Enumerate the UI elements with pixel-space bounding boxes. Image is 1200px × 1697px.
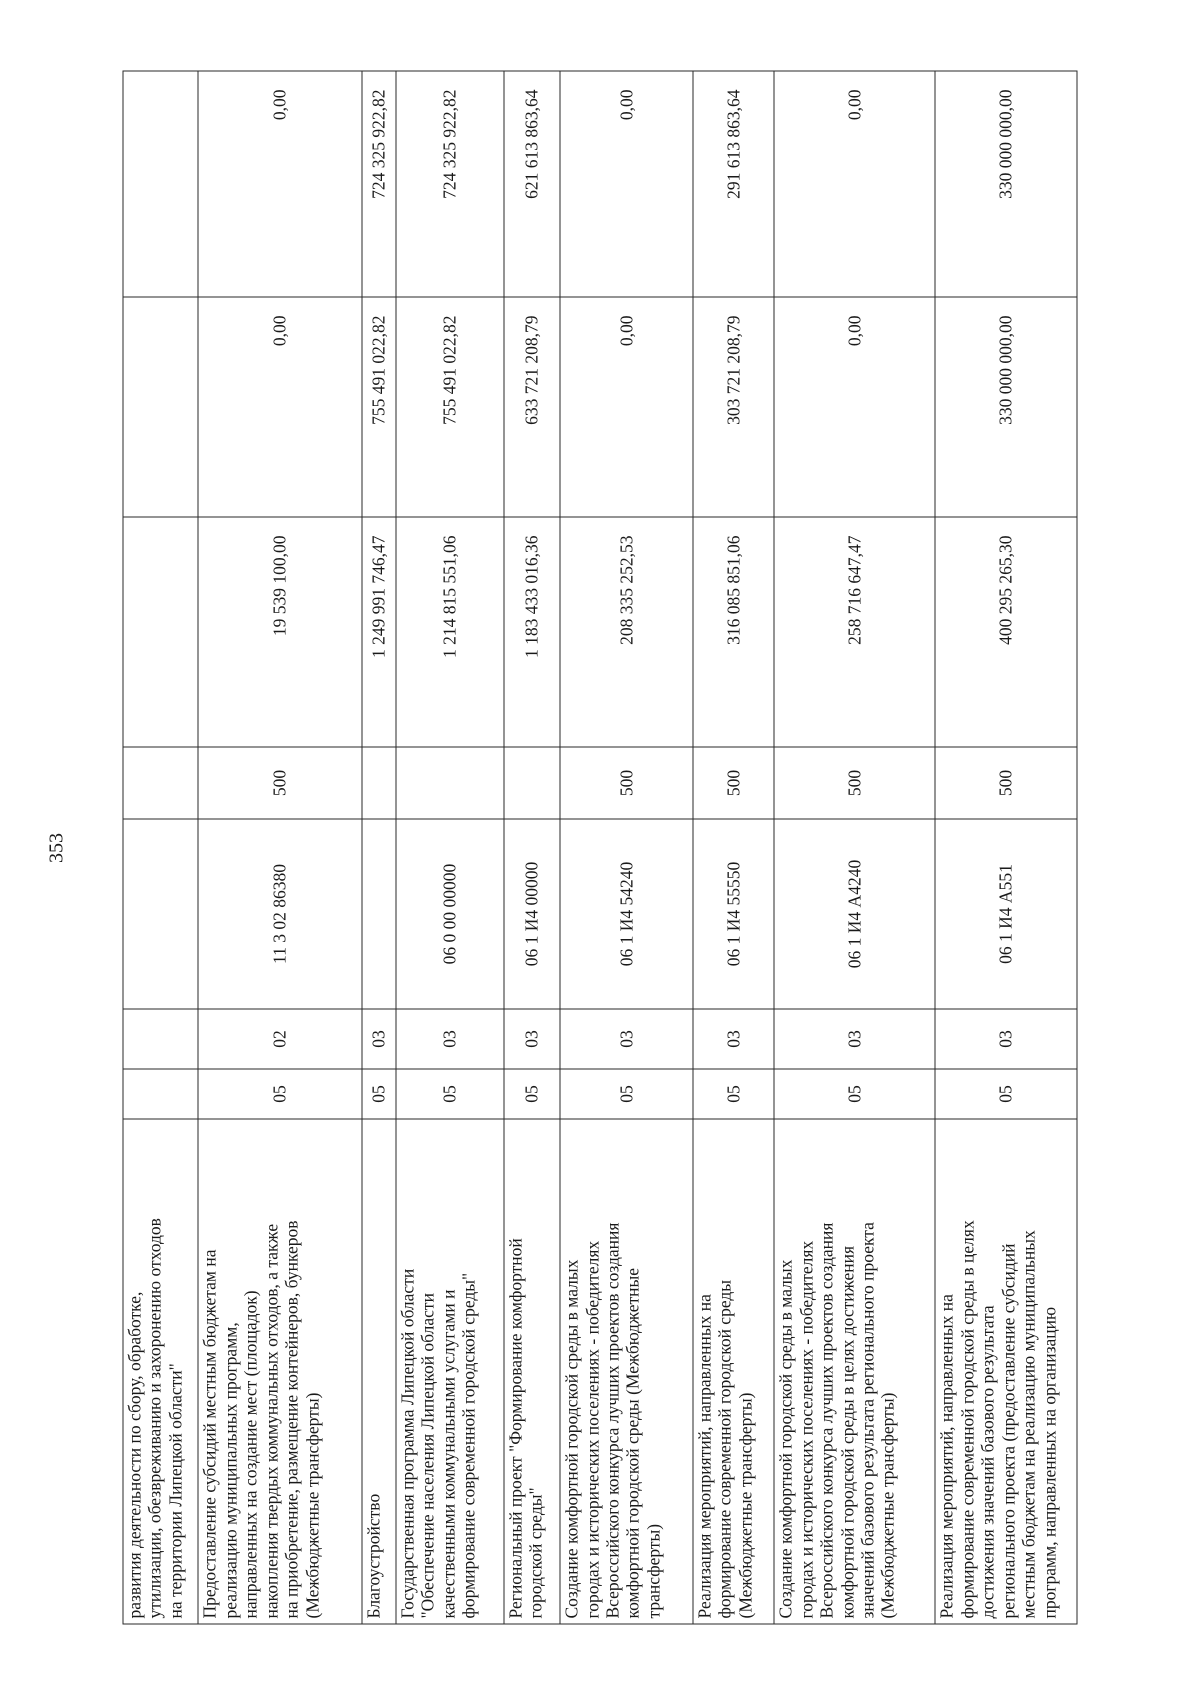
amount-year3-cell: 621 613 863,64 xyxy=(504,71,560,297)
subsection-cell: 03 xyxy=(396,1009,504,1069)
section-cell: 05 xyxy=(693,1069,774,1119)
amount-year2-cell: 303 721 208,79 xyxy=(693,297,774,517)
target-article-cell: 06 1 И4 54240 xyxy=(560,819,693,1009)
table-row xyxy=(362,71,396,1624)
row-name-line: значений базового результата регионального проекта xyxy=(857,1222,878,1619)
row-name-line: Предоставление субсидий местным бюджетам на xyxy=(199,1249,220,1619)
amount-year3-cell: 0,00 xyxy=(774,71,935,297)
row-name-line: Создание комфортной городской среды в малых xyxy=(775,1259,796,1619)
row-name-line: комфортной городской среды (Межбюджетные xyxy=(622,1267,643,1619)
section-cell: 05 xyxy=(774,1069,935,1119)
row-name-line: утилизации, обезвреживанию и захоронению отходов xyxy=(144,1218,165,1619)
row-name-line: трансферты) xyxy=(643,1523,664,1619)
amount-year2-cell: 633 721 208,79 xyxy=(504,297,560,517)
amount-year2-cell: 0,00 xyxy=(560,297,693,517)
amount-year1-cell: 400 295 265,30 xyxy=(935,517,1077,747)
amount-year1-cell xyxy=(123,517,198,747)
row-name-line: Всероссийского конкурса лучших проектов создания xyxy=(602,1222,623,1619)
row-name-line: Реализация мероприятий, направленных на xyxy=(694,1294,715,1619)
table-body xyxy=(123,71,1077,1624)
table-row xyxy=(560,71,693,1624)
row-name-cell xyxy=(774,1119,935,1624)
row-name-line: качественными коммунальными услугами и xyxy=(438,1289,459,1619)
amount-year2-cell: 755 491 022,82 xyxy=(362,297,396,517)
section-cell: 05 xyxy=(396,1069,504,1119)
section-cell: 05 xyxy=(362,1069,396,1119)
row-name-line: достижения значений базового результата xyxy=(977,1305,998,1619)
expense-type-cell: 500 xyxy=(935,747,1077,819)
row-name-line: Государственная программа Липецкой области xyxy=(397,1268,418,1619)
section-cell: 05 xyxy=(198,1069,361,1119)
amount-year1-cell: 1 214 815 551,06 xyxy=(396,517,504,747)
row-name-line: городах и исторических поселениях - победителях xyxy=(796,1240,817,1619)
subsection-cell: 03 xyxy=(560,1009,693,1069)
expense-type-cell: 500 xyxy=(693,747,774,819)
row-name-line: городской среды" xyxy=(525,1487,546,1619)
amount-year3-cell: 0,00 xyxy=(198,71,361,297)
expense-type-cell xyxy=(504,747,560,819)
amount-year3-cell xyxy=(123,71,198,297)
amount-year2-cell: 0,00 xyxy=(198,297,361,517)
amount-year1-cell: 1 183 433 016,36 xyxy=(504,517,560,747)
row-name-line: Региональный проект "Формирование комфортной xyxy=(505,1238,526,1619)
subsection-cell xyxy=(123,1009,198,1069)
row-name-line: регионального проекта (предоставление субсидий xyxy=(998,1243,1019,1619)
subsection-cell: 03 xyxy=(935,1009,1077,1069)
subsection-cell: 03 xyxy=(774,1009,935,1069)
table-row xyxy=(123,71,198,1624)
table-row xyxy=(504,71,560,1624)
amount-year3-cell: 330 000 000,00 xyxy=(935,71,1077,297)
row-name-line: Благоустройство xyxy=(363,1493,384,1619)
amount-year3-cell: 724 325 922,82 xyxy=(362,71,396,297)
row-name-cell xyxy=(504,1119,560,1624)
row-name-line: направленных на создание мест (площадок) xyxy=(240,1290,261,1619)
row-name-cell xyxy=(362,1119,396,1624)
row-name-line: "Обеспечение населения Липецкой области xyxy=(417,1293,438,1619)
amount-year2-cell xyxy=(123,297,198,517)
rotated-table-container xyxy=(123,72,1078,1625)
row-name-line: на территории Липецкой области" xyxy=(165,1363,186,1619)
subsection-cell: 03 xyxy=(693,1009,774,1069)
subsection-cell: 03 xyxy=(504,1009,560,1069)
row-name-cell xyxy=(693,1119,774,1624)
table-row xyxy=(198,71,361,1624)
row-name-line: формирование современной городской среды xyxy=(714,1279,735,1619)
amount-year2-cell: 330 000 000,00 xyxy=(935,297,1077,517)
amount-year1-cell: 1 249 991 746,47 xyxy=(362,517,396,747)
row-name-line: формирование современной городской среды в целях xyxy=(957,1220,978,1619)
section-cell: 05 xyxy=(504,1069,560,1119)
target-article-cell xyxy=(362,819,396,1009)
row-name-line: на приобретение, размещение контейнеров, бункеров xyxy=(281,1220,302,1619)
section-cell: 05 xyxy=(560,1069,693,1119)
row-name-cell xyxy=(560,1119,693,1624)
section-cell: 05 xyxy=(935,1069,1077,1119)
target-article-cell: 06 0 00 00000 xyxy=(396,819,504,1009)
amount-year1-cell: 208 335 252,53 xyxy=(560,517,693,747)
subsection-cell: 02 xyxy=(198,1009,361,1069)
row-name-line: (Межбюджетные трансферты) xyxy=(735,1392,756,1619)
page-number: 353 xyxy=(45,833,68,863)
row-name-line: Реализация мероприятий, направленных на xyxy=(936,1294,957,1619)
amount-year3-cell: 0,00 xyxy=(560,71,693,297)
row-name-line: Создание комфортной городской среды в малых xyxy=(561,1259,582,1619)
expense-type-cell xyxy=(362,747,396,819)
target-article-cell: 11 3 02 86380 xyxy=(198,819,361,1009)
amount-year3-cell: 724 325 922,82 xyxy=(396,71,504,297)
section-cell xyxy=(123,1069,198,1119)
amount-year1-cell: 19 539 100,00 xyxy=(198,517,361,747)
row-name-line: программ, направленных на организацию xyxy=(1039,1306,1060,1619)
row-name-line: Всероссийского конкурса лучших проектов создания xyxy=(816,1222,837,1619)
row-name-line: накопления твердых коммунальных отходов, а также xyxy=(261,1223,282,1619)
target-article-cell xyxy=(123,819,198,1009)
row-name-line: (Межбюджетные трансферты) xyxy=(302,1392,323,1619)
table-row xyxy=(935,71,1077,1624)
target-article-cell: 06 1 И4 55550 xyxy=(693,819,774,1009)
row-name-line: городах и исторических поселениях - победителях xyxy=(582,1240,603,1619)
row-name-line: формирование современной городской среды" xyxy=(458,1272,479,1619)
table-row xyxy=(774,71,935,1624)
row-name-cell xyxy=(123,1119,198,1624)
table-row xyxy=(396,71,504,1624)
amount-year2-cell: 0,00 xyxy=(774,297,935,517)
amount-year3-cell: 291 613 863,64 xyxy=(693,71,774,297)
row-name-line: комфортной городской среды в целях достижения xyxy=(837,1245,858,1619)
row-name-line: местным бюджетам на реализацию муниципальных xyxy=(1018,1230,1039,1619)
target-article-cell: 06 1 И4 А551 xyxy=(935,819,1077,1009)
expense-type-cell xyxy=(123,747,198,819)
table-row xyxy=(693,71,774,1624)
row-name-line: (Межбюджетные трансферты) xyxy=(877,1392,898,1619)
row-name-cell xyxy=(198,1119,361,1624)
target-article-cell: 06 1 И4 А4240 xyxy=(774,819,935,1009)
row-name-cell xyxy=(935,1119,1077,1624)
subsection-cell: 03 xyxy=(362,1009,396,1069)
expense-type-cell: 500 xyxy=(560,747,693,819)
budget-table xyxy=(123,71,1078,1625)
expense-type-cell: 500 xyxy=(774,747,935,819)
row-name-line: реализацию муниципальных программ, xyxy=(220,1322,241,1619)
target-article-cell: 06 1 И4 00000 xyxy=(504,819,560,1009)
amount-year2-cell: 755 491 022,82 xyxy=(396,297,504,517)
amount-year1-cell: 258 716 647,47 xyxy=(774,517,935,747)
amount-year1-cell: 316 085 851,06 xyxy=(693,517,774,747)
row-name-line: развития деятельности по сбору, обработке, xyxy=(124,1291,145,1619)
expense-type-cell xyxy=(396,747,504,819)
row-name-cell xyxy=(396,1119,504,1624)
expense-type-cell: 500 xyxy=(198,747,361,819)
